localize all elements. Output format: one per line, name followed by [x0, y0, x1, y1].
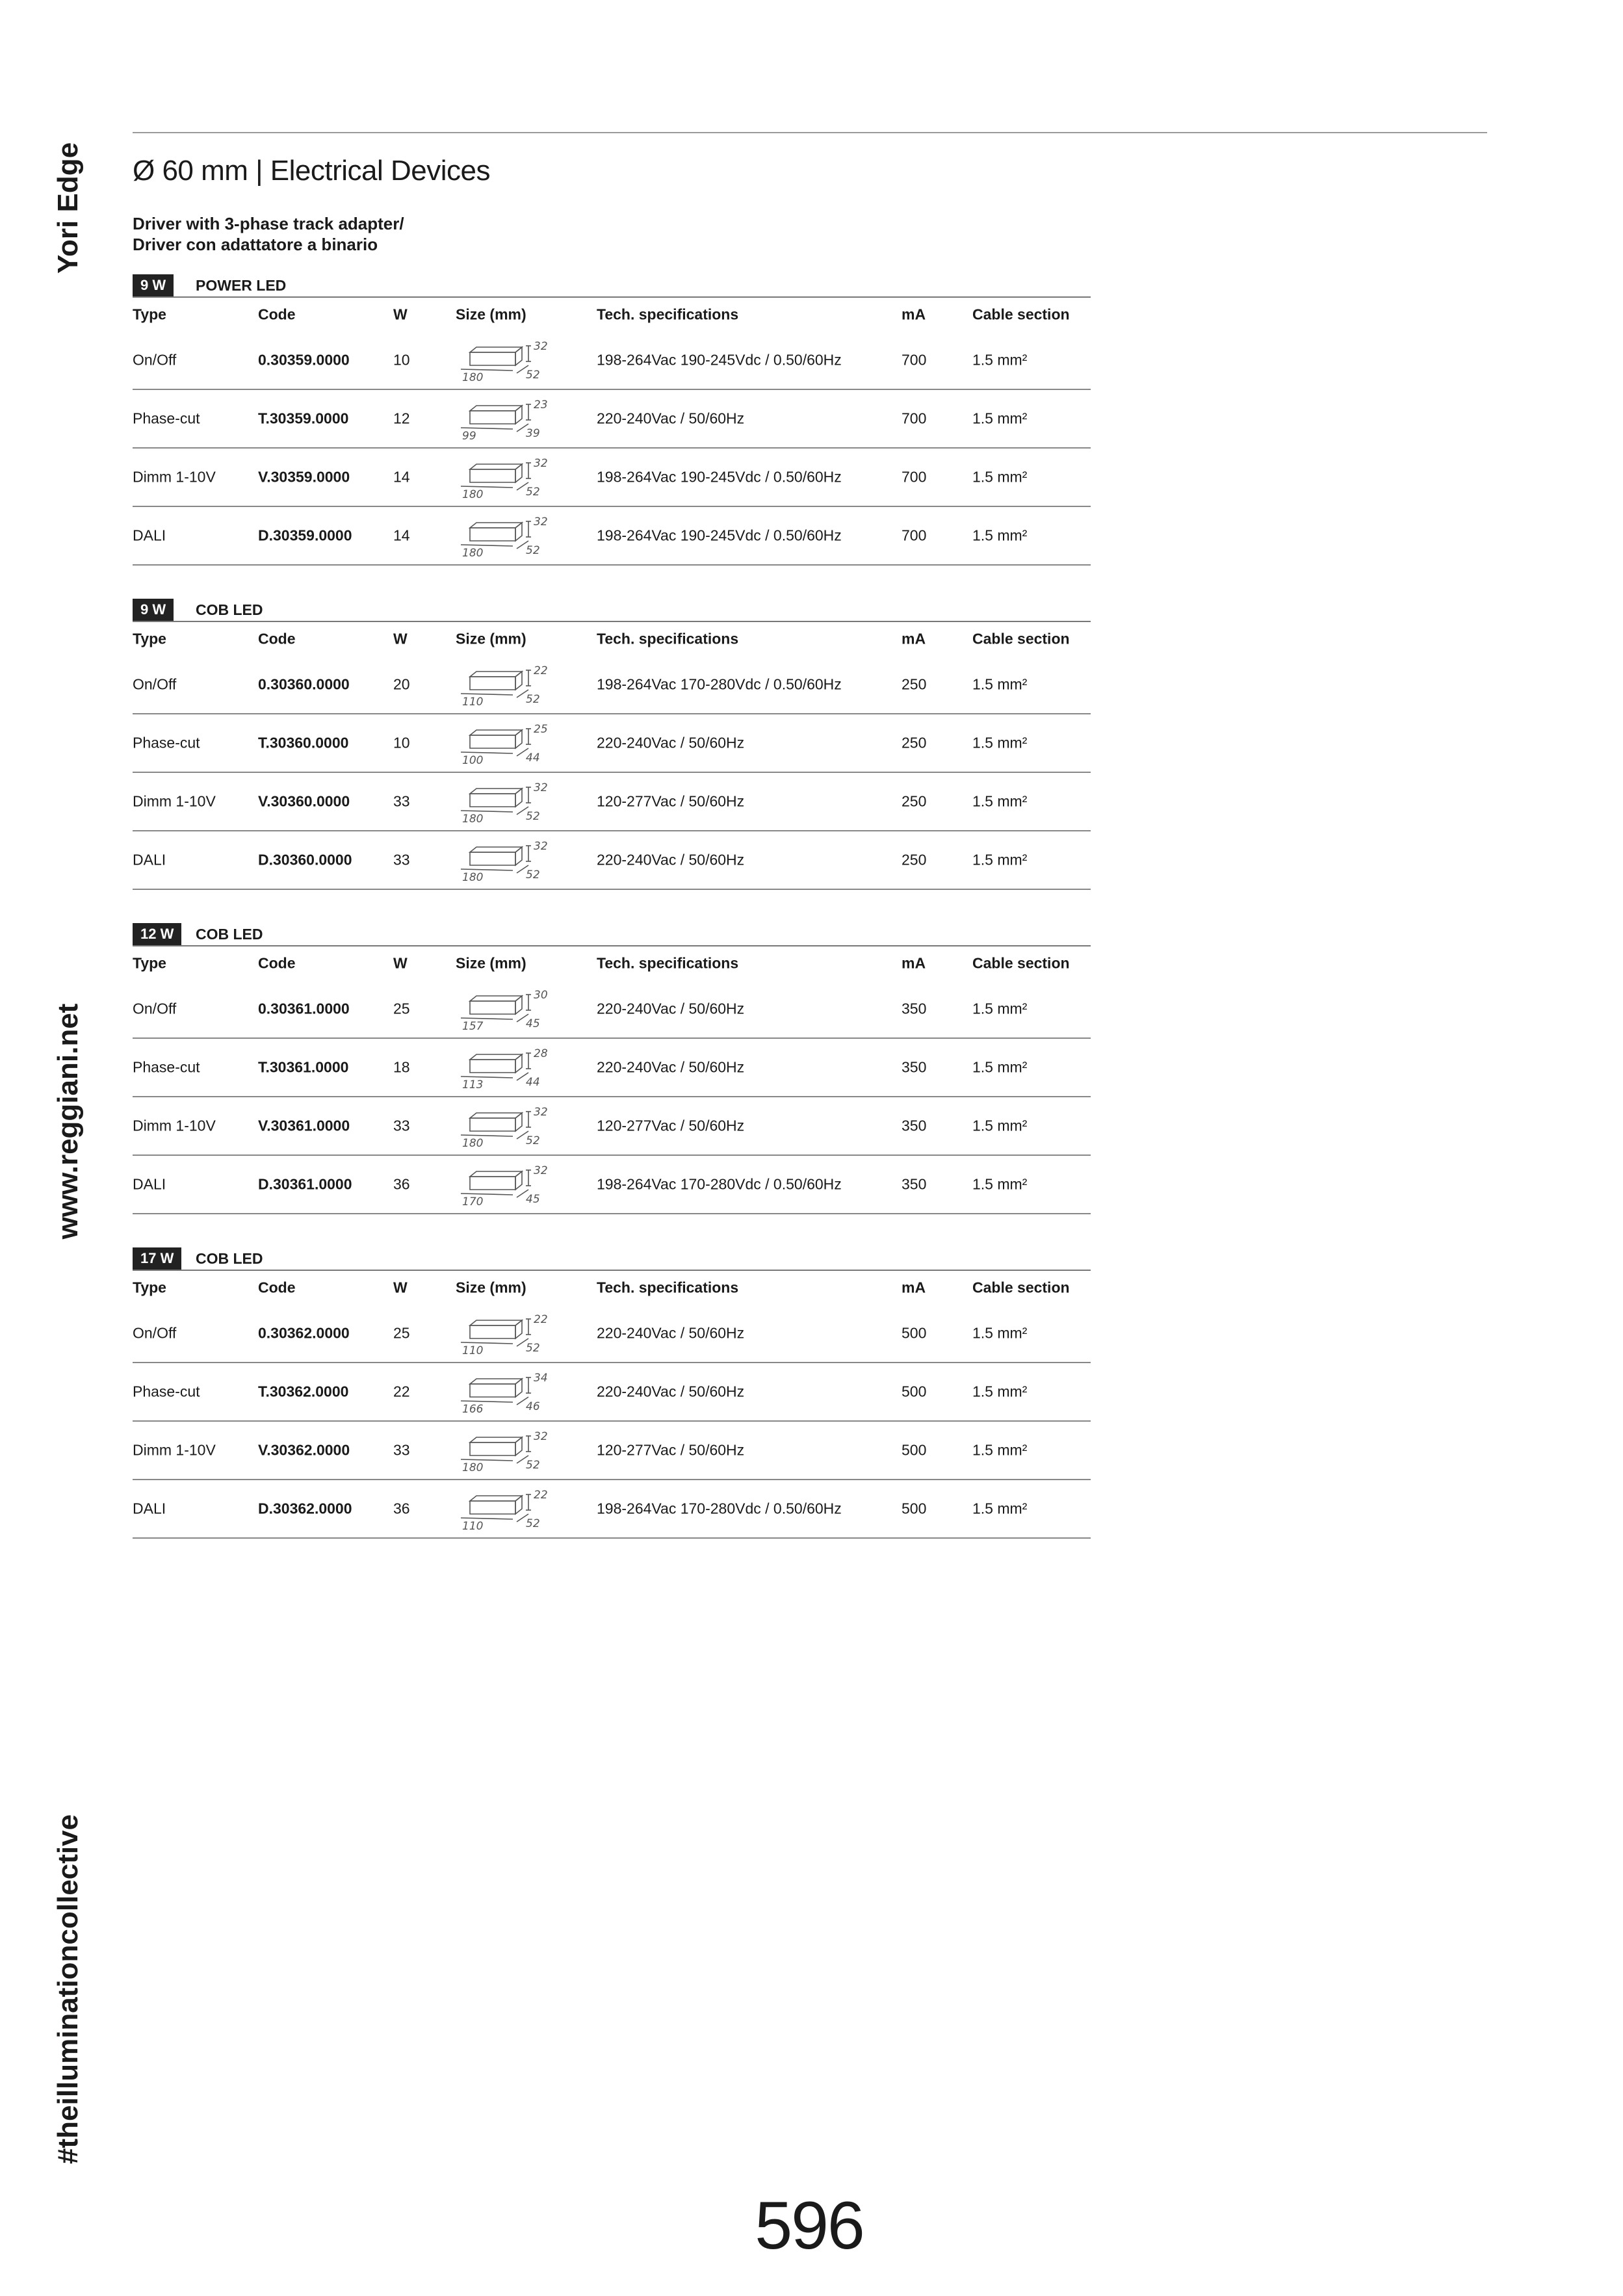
cell-type: Phase-cut: [133, 1058, 200, 1076]
driver-section: [133, 596, 1091, 890]
column-header-row: [133, 1271, 1091, 1305]
column-header-size: Size (mm): [456, 630, 526, 647]
section-header: [133, 1245, 1091, 1271]
column-header-w: W: [393, 630, 408, 647]
cell-code: 0.30359.0000: [258, 351, 350, 369]
table-row: [133, 714, 1091, 773]
cell-current: 500: [902, 1383, 927, 1400]
cell-cable-section: 1.5 mm²: [972, 1441, 1028, 1459]
column-header-w: W: [393, 1279, 408, 1296]
cell-current: 350: [902, 1058, 927, 1076]
cell-wattage: 14: [393, 527, 410, 544]
cell-code: D.30360.0000: [258, 851, 352, 868]
cell-cable-section: 1.5 mm²: [972, 410, 1028, 427]
driver-box-icon: [456, 337, 553, 384]
table-row: [133, 1039, 1091, 1097]
dim-length: 180: [462, 1137, 484, 1149]
cell-code: T.30359.0000: [258, 410, 349, 427]
cell-tech-spec: 220-240Vac / 50/60Hz: [597, 851, 745, 868]
page-number: 596: [755, 2188, 864, 2263]
cell-wattage: 36: [393, 1500, 410, 1517]
dim-length: 100: [462, 754, 484, 766]
column-header-code: Code: [258, 306, 296, 323]
cell-type: DALI: [133, 1175, 166, 1193]
table-row: [133, 1305, 1091, 1363]
dim-width: 52: [526, 693, 540, 706]
dim-width: 52: [526, 1134, 540, 1147]
cell-code: D.30362.0000: [258, 1500, 352, 1517]
cell-type: Dimm 1-10V: [133, 468, 216, 486]
column-header-spec: Tech. specifications: [597, 1279, 739, 1296]
cell-tech-spec: 120-277Vac / 50/60Hz: [597, 1117, 745, 1134]
cell-current: 500: [902, 1441, 927, 1459]
dim-height: 32: [534, 840, 548, 853]
cell-tech-spec: 198-264Vac 170-280Vdc / 0.50/60Hz: [597, 1175, 842, 1193]
cell-cable-section: 1.5 mm²: [972, 468, 1028, 486]
cell-cable-section: 1.5 mm²: [972, 1117, 1028, 1134]
cell-code: T.30362.0000: [258, 1383, 349, 1400]
cell-size-drawing: [456, 778, 553, 825]
table-row: [133, 773, 1091, 831]
dim-length: 170: [462, 1195, 484, 1208]
cell-cable-section: 1.5 mm²: [972, 1058, 1028, 1076]
dim-length: 99: [462, 430, 476, 442]
dim-width: 44: [526, 1076, 540, 1089]
dim-height: 22: [534, 664, 548, 677]
cell-code: D.30359.0000: [258, 527, 352, 544]
table-row: [133, 449, 1091, 507]
cell-size-drawing: [456, 1310, 553, 1357]
column-header-size: Size (mm): [456, 954, 526, 972]
cell-current: 500: [902, 1324, 927, 1342]
cell-tech-spec: 220-240Vac / 50/60Hz: [597, 1000, 745, 1017]
dim-height: 32: [534, 515, 548, 528]
dim-height: 22: [534, 1313, 548, 1326]
cell-tech-spec: 198-264Vac 170-280Vdc / 0.50/60Hz: [597, 675, 842, 693]
cell-wattage: 33: [393, 1441, 410, 1459]
cell-cable-section: 1.5 mm²: [972, 851, 1028, 868]
cell-current: 700: [902, 468, 927, 486]
website-link[interactable]: www.reggiani.net: [52, 1003, 84, 1240]
driver-box-icon: [456, 720, 553, 766]
cell-current: 700: [902, 410, 927, 427]
power-badge: 9 W: [133, 599, 174, 621]
driver-section: [133, 920, 1091, 1214]
cell-code: V.30361.0000: [258, 1117, 350, 1134]
driver-box-icon: [456, 837, 553, 883]
cell-size-drawing: [456, 1368, 553, 1415]
power-badge: 12 W: [133, 923, 181, 945]
cell-code: D.30361.0000: [258, 1175, 352, 1193]
dim-length: 113: [462, 1078, 484, 1091]
page-subtitle: [133, 213, 404, 255]
driver-section: [133, 1245, 1091, 1539]
cell-tech-spec: 220-240Vac / 50/60Hz: [597, 1058, 745, 1076]
cell-code: V.30360.0000: [258, 792, 350, 810]
dim-height: 34: [534, 1372, 548, 1385]
dim-width: 52: [526, 1459, 540, 1472]
driver-box-icon: [456, 661, 553, 708]
column-header-row: [133, 946, 1091, 980]
subtitle-line-en: Driver with 3-phase track adapter/: [133, 214, 404, 233]
cell-size-drawing: [456, 1102, 553, 1149]
cell-current: 350: [902, 1000, 927, 1017]
dim-length: 110: [462, 1520, 484, 1532]
dim-height: 30: [534, 989, 548, 1002]
collection-name: Yori Edge: [52, 142, 84, 274]
cell-size-drawing: [456, 395, 553, 442]
cell-cable-section: 1.5 mm²: [972, 734, 1028, 751]
table-row: [133, 507, 1091, 566]
driver-box-icon: [456, 1485, 553, 1532]
driver-box-icon: [456, 1102, 553, 1149]
cell-tech-spec: 198-264Vac 170-280Vdc / 0.50/60Hz: [597, 1500, 842, 1517]
column-header-type: Type: [133, 306, 166, 323]
cell-wattage: 14: [393, 468, 410, 486]
column-header-ma: mA: [902, 1279, 926, 1296]
dim-height: 32: [534, 1106, 548, 1119]
cell-current: 700: [902, 351, 927, 369]
cell-size-drawing: [456, 661, 553, 708]
dim-height: 22: [534, 1489, 548, 1502]
cell-type: On/Off: [133, 1324, 177, 1342]
cell-size-drawing: [456, 1427, 553, 1474]
cell-wattage: 10: [393, 734, 410, 751]
cell-type: DALI: [133, 527, 166, 544]
subtitle-line-it: Driver con adattatore a binario: [133, 235, 378, 254]
cell-wattage: 10: [393, 351, 410, 369]
table-row: [133, 980, 1091, 1039]
table-row: [133, 831, 1091, 890]
dim-width: 52: [526, 810, 540, 823]
cell-size-drawing: [456, 454, 553, 501]
column-header-code: Code: [258, 1279, 296, 1296]
cell-current: 250: [902, 675, 927, 693]
cell-tech-spec: 198-264Vac 190-245Vdc / 0.50/60Hz: [597, 351, 842, 369]
section-header: [133, 596, 1091, 622]
driver-box-icon: [456, 1427, 553, 1474]
dim-length: 110: [462, 1344, 484, 1357]
cell-wattage: 18: [393, 1058, 410, 1076]
dim-length: 180: [462, 871, 484, 883]
cell-code: 0.30361.0000: [258, 1000, 350, 1017]
cell-size-drawing: [456, 512, 553, 559]
section-header: [133, 920, 1091, 946]
cell-current: 250: [902, 851, 927, 868]
cell-type: Dimm 1-10V: [133, 1117, 216, 1134]
driver-box-icon: [456, 454, 553, 501]
column-header-row: [133, 622, 1091, 656]
cell-type: DALI: [133, 851, 166, 868]
cell-type: Dimm 1-10V: [133, 792, 216, 810]
cell-type: Phase-cut: [133, 410, 200, 427]
cell-cable-section: 1.5 mm²: [972, 675, 1028, 693]
cell-type: Dimm 1-10V: [133, 1441, 216, 1459]
dim-height: 32: [534, 457, 548, 470]
column-header-code: Code: [258, 954, 296, 972]
cell-cable-section: 1.5 mm²: [972, 792, 1028, 810]
cell-wattage: 20: [393, 675, 410, 693]
dim-height: 32: [534, 340, 548, 353]
section-header: [133, 272, 1091, 298]
led-type-label: POWER LED: [196, 277, 287, 294]
cell-size-drawing: [456, 1485, 553, 1532]
dim-length: 180: [462, 547, 484, 559]
cell-wattage: 12: [393, 410, 410, 427]
cell-cable-section: 1.5 mm²: [972, 351, 1028, 369]
driver-box-icon: [456, 985, 553, 1032]
dim-length: 110: [462, 696, 484, 708]
column-header-spec: Tech. specifications: [597, 954, 739, 972]
header-rule: [133, 132, 1487, 133]
cell-type: On/Off: [133, 675, 177, 693]
column-header-type: Type: [133, 954, 166, 972]
driver-box-icon: [456, 1368, 553, 1415]
cell-current: 700: [902, 527, 927, 544]
dim-length: 180: [462, 813, 484, 825]
column-header-row: [133, 298, 1091, 332]
driver-box-icon: [456, 1161, 553, 1208]
driver-box-icon: [456, 512, 553, 559]
column-header-cable: Cable section: [972, 630, 1070, 647]
dim-length: 180: [462, 371, 484, 384]
power-badge: 9 W: [133, 274, 174, 296]
dim-length: 166: [462, 1403, 484, 1415]
dim-height: 32: [534, 1164, 548, 1177]
cell-cable-section: 1.5 mm²: [972, 1324, 1028, 1342]
cell-current: 350: [902, 1175, 927, 1193]
column-header-spec: Tech. specifications: [597, 630, 739, 647]
cell-code: V.30362.0000: [258, 1441, 350, 1459]
cell-size-drawing: [456, 1161, 553, 1208]
dim-length: 157: [462, 1020, 484, 1032]
cell-type: Phase-cut: [133, 734, 200, 751]
column-header-size: Size (mm): [456, 1279, 526, 1296]
column-header-cable: Cable section: [972, 306, 1070, 323]
column-header-w: W: [393, 306, 408, 323]
cell-tech-spec: 198-264Vac 190-245Vdc / 0.50/60Hz: [597, 527, 842, 544]
dim-height: 28: [534, 1047, 548, 1060]
column-header-cable: Cable section: [972, 954, 1070, 972]
cell-wattage: 22: [393, 1383, 410, 1400]
dim-width: 44: [526, 751, 540, 764]
driver-box-icon: [456, 1044, 553, 1091]
cell-code: T.30360.0000: [258, 734, 349, 751]
column-header-ma: mA: [902, 954, 926, 972]
hashtag: #theilluminationcollective: [52, 1814, 84, 2164]
cell-cable-section: 1.5 mm²: [972, 1175, 1028, 1193]
dim-height: 23: [534, 398, 548, 411]
dim-length: 180: [462, 1461, 484, 1474]
led-type-label: COB LED: [196, 601, 263, 618]
dim-width: 52: [526, 486, 540, 499]
table-row: [133, 332, 1091, 390]
dim-height: 32: [534, 1430, 548, 1443]
dim-width: 45: [526, 1193, 540, 1206]
dim-width: 52: [526, 1517, 540, 1530]
cell-cable-section: 1.5 mm²: [972, 1000, 1028, 1017]
cell-wattage: 25: [393, 1000, 410, 1017]
driver-section: [133, 272, 1091, 566]
cell-tech-spec: 220-240Vac / 50/60Hz: [597, 1324, 745, 1342]
table-row: [133, 1480, 1091, 1539]
dim-height: 25: [534, 723, 548, 736]
cell-code: T.30361.0000: [258, 1058, 349, 1076]
cell-wattage: 25: [393, 1324, 410, 1342]
cell-current: 500: [902, 1500, 927, 1517]
table-row: [133, 390, 1091, 449]
column-header-spec: Tech. specifications: [597, 306, 739, 323]
cell-wattage: 33: [393, 1117, 410, 1134]
column-header-code: Code: [258, 630, 296, 647]
dim-width: 39: [526, 427, 540, 440]
table-row: [133, 1422, 1091, 1480]
dim-length: 180: [462, 488, 484, 501]
dim-width: 52: [526, 1342, 540, 1355]
cell-type: DALI: [133, 1500, 166, 1517]
led-type-label: COB LED: [196, 926, 263, 943]
cell-code: 0.30362.0000: [258, 1324, 350, 1342]
cell-tech-spec: 220-240Vac / 50/60Hz: [597, 1383, 745, 1400]
cell-tech-spec: 120-277Vac / 50/60Hz: [597, 1441, 745, 1459]
cell-wattage: 33: [393, 792, 410, 810]
driver-box-icon: [456, 1310, 553, 1357]
cell-tech-spec: 220-240Vac / 50/60Hz: [597, 734, 745, 751]
cell-cable-section: 1.5 mm²: [972, 1383, 1028, 1400]
cell-current: 350: [902, 1117, 927, 1134]
cell-type: Phase-cut: [133, 1383, 200, 1400]
table-row: [133, 1097, 1091, 1156]
cell-cable-section: 1.5 mm²: [972, 1500, 1028, 1517]
cell-wattage: 33: [393, 851, 410, 868]
cell-code: V.30359.0000: [258, 468, 350, 486]
cell-wattage: 36: [393, 1175, 410, 1193]
cell-tech-spec: 198-264Vac 190-245Vdc / 0.50/60Hz: [597, 468, 842, 486]
cell-current: 250: [902, 734, 927, 751]
column-header-size: Size (mm): [456, 306, 526, 323]
led-type-label: COB LED: [196, 1250, 263, 1267]
dim-height: 32: [534, 781, 548, 794]
page-title: Ø 60 mm | Electrical Devices: [133, 155, 491, 187]
cell-size-drawing: [456, 337, 553, 384]
cell-size-drawing: [456, 720, 553, 766]
dim-width: 52: [526, 369, 540, 382]
column-header-type: Type: [133, 630, 166, 647]
dim-width: 45: [526, 1017, 540, 1030]
table-row: [133, 656, 1091, 714]
driver-box-icon: [456, 778, 553, 825]
driver-box-icon: [456, 395, 553, 442]
cell-type: On/Off: [133, 351, 177, 369]
dim-width: 46: [526, 1400, 540, 1413]
column-header-type: Type: [133, 1279, 166, 1296]
column-header-ma: mA: [902, 630, 926, 647]
cell-size-drawing: [456, 837, 553, 883]
column-header-cable: Cable section: [972, 1279, 1070, 1296]
dim-width: 52: [526, 544, 540, 557]
cell-code: 0.30360.0000: [258, 675, 350, 693]
table-row: [133, 1156, 1091, 1214]
column-header-w: W: [393, 954, 408, 972]
cell-current: 250: [902, 792, 927, 810]
cell-tech-spec: 120-277Vac / 50/60Hz: [597, 792, 745, 810]
column-header-ma: mA: [902, 306, 926, 323]
cell-tech-spec: 220-240Vac / 50/60Hz: [597, 410, 745, 427]
cell-size-drawing: [456, 985, 553, 1032]
table-row: [133, 1363, 1091, 1422]
cell-cable-section: 1.5 mm²: [972, 527, 1028, 544]
dim-width: 52: [526, 868, 540, 881]
power-badge: 17 W: [133, 1247, 181, 1270]
cell-type: On/Off: [133, 1000, 177, 1017]
cell-size-drawing: [456, 1044, 553, 1091]
